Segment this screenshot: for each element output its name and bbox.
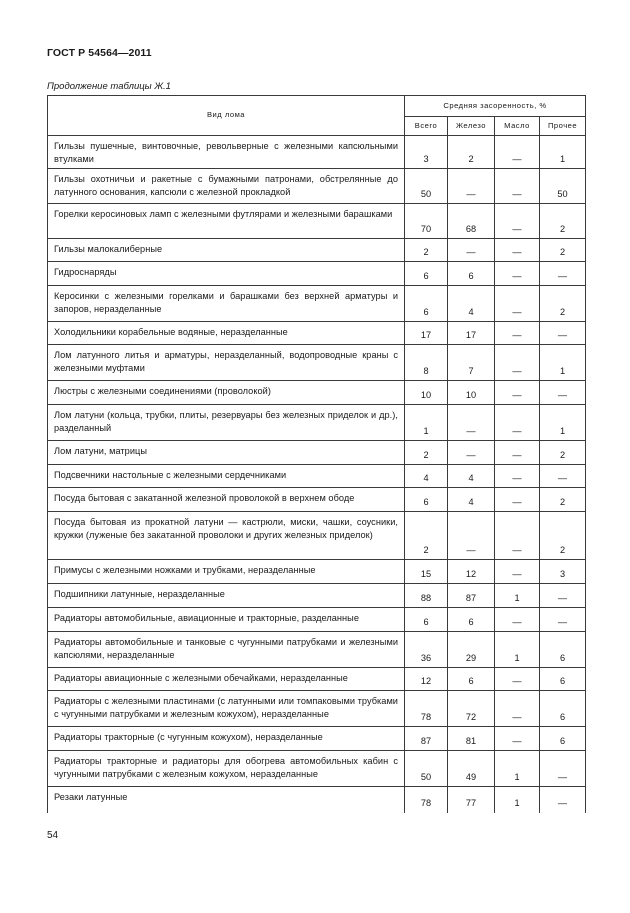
cell-other: 3 <box>540 560 586 584</box>
cell-iron: — <box>448 405 495 441</box>
table-row <box>48 691 586 727</box>
cell-total: 8 <box>405 345 448 381</box>
table-row <box>48 751 586 787</box>
cell-scrap-type: Лом латуни (кольца, трубки, плиты, резервуары без железных приделок и др.), разделанный <box>48 405 405 441</box>
cell-scrap-type: Гильзы пушечные, винтовочные, револьверные с железными капсюльными втулками <box>48 136 405 169</box>
cell-total: 17 <box>405 322 448 345</box>
cell-iron: 4 <box>448 465 495 488</box>
cell-iron: 29 <box>448 632 495 668</box>
cell-oil: — <box>495 441 540 465</box>
cell-total: 12 <box>405 668 448 691</box>
document-header: ГОСТ Р 54564—2011 <box>47 47 152 59</box>
page-number: 54 <box>47 830 59 841</box>
cell-other: 2 <box>540 239 586 262</box>
cell-other: 2 <box>540 441 586 465</box>
cell-total: 4 <box>405 465 448 488</box>
table-row <box>48 465 586 488</box>
cell-oil: — <box>495 322 540 345</box>
cell-other: — <box>540 381 586 405</box>
col-header-oil: Масло <box>495 117 540 136</box>
cell-scrap-type: Подсвечники настольные с железными сердечниками <box>48 465 405 488</box>
cell-total: 50 <box>405 751 448 787</box>
cell-scrap-type: Подшипники латунные, неразделанные <box>48 584 405 608</box>
cell-scrap-type: Лом латунного литья и арматуры, неразделанный, водопроводные краны с железными муфтами <box>48 345 405 381</box>
col-header-iron: Железо <box>448 117 495 136</box>
cell-scrap-type: Радиаторы автомобильные и танковые с чугунными патрубками и железными капсюлями, неразделанные <box>48 632 405 668</box>
cell-oil: — <box>495 262 540 286</box>
cell-iron: — <box>448 512 495 560</box>
table-row <box>48 286 586 322</box>
cell-total: 2 <box>405 441 448 465</box>
cell-oil: — <box>495 512 540 560</box>
col-header-total: Всего <box>405 117 448 136</box>
cell-iron: 81 <box>448 727 495 751</box>
table-body <box>48 136 586 813</box>
cell-total: 36 <box>405 632 448 668</box>
table-row <box>48 787 586 813</box>
cell-iron: 4 <box>448 286 495 322</box>
col-header-other: Прочее <box>540 117 586 136</box>
col-header-scrap-type: Вид лома <box>48 96 405 136</box>
cell-total: 6 <box>405 262 448 286</box>
cell-oil: 1 <box>495 751 540 787</box>
cell-total: 6 <box>405 608 448 632</box>
cell-other: 6 <box>540 691 586 727</box>
table-row <box>48 560 586 584</box>
cell-oil: — <box>495 169 540 204</box>
cell-total: 6 <box>405 286 448 322</box>
cell-total: 70 <box>405 204 448 239</box>
cell-scrap-type: Гильзы охотничьи и ракетные с бумажными патронами, обстрелянные до латунного основания, капсюли с железной прокладкой <box>48 169 405 204</box>
table-row <box>48 381 586 405</box>
cell-total: 78 <box>405 787 448 813</box>
cell-total: 2 <box>405 512 448 560</box>
table-row <box>48 204 586 239</box>
table-row <box>48 584 586 608</box>
table-row <box>48 405 586 441</box>
cell-iron: — <box>448 169 495 204</box>
cell-oil: — <box>495 204 540 239</box>
cell-oil: — <box>495 691 540 727</box>
cell-iron: 6 <box>448 668 495 691</box>
cell-iron: 2 <box>448 136 495 169</box>
table-row <box>48 727 586 751</box>
table-caption: Продолжение таблицы Ж.1 <box>47 81 171 92</box>
cell-total: 2 <box>405 239 448 262</box>
cell-scrap-type: Резаки латунные <box>48 787 405 813</box>
cell-scrap-type: Горелки керосиновых ламп с железными футлярами и железными барашками <box>48 204 405 239</box>
cell-scrap-type: Радиаторы автомобильные, авиационные и тракторные, разделанные <box>48 608 405 632</box>
cell-other: 2 <box>540 204 586 239</box>
cell-total: 15 <box>405 560 448 584</box>
cell-total: 78 <box>405 691 448 727</box>
cell-oil: 1 <box>495 584 540 608</box>
cell-oil: — <box>495 136 540 169</box>
cell-other: 2 <box>540 286 586 322</box>
cell-total: 50 <box>405 169 448 204</box>
cell-scrap-type: Люстры с железными соединениями (проволокой) <box>48 381 405 405</box>
cell-oil: 1 <box>495 787 540 813</box>
cell-other: — <box>540 751 586 787</box>
cell-total: 10 <box>405 381 448 405</box>
cell-scrap-type: Радиаторы авиационные с железными обечайками, неразделанные <box>48 668 405 691</box>
cell-iron: 6 <box>448 262 495 286</box>
table-row <box>48 136 586 169</box>
cell-iron: 6 <box>448 608 495 632</box>
cell-other: 1 <box>540 345 586 381</box>
cell-iron: 49 <box>448 751 495 787</box>
cell-other: 50 <box>540 169 586 204</box>
cell-other: — <box>540 584 586 608</box>
cell-other: — <box>540 608 586 632</box>
cell-scrap-type: Примусы с железными ножками и трубками, неразделанные <box>48 560 405 584</box>
cell-total: 3 <box>405 136 448 169</box>
table-row <box>48 512 586 560</box>
cell-iron: 10 <box>448 381 495 405</box>
cell-scrap-type: Гильзы малокалиберные <box>48 239 405 262</box>
cell-iron: 7 <box>448 345 495 381</box>
cell-iron: 68 <box>448 204 495 239</box>
cell-other: — <box>540 465 586 488</box>
cell-other: 6 <box>540 632 586 668</box>
cell-iron: — <box>448 441 495 465</box>
cell-total: 87 <box>405 727 448 751</box>
cell-total: 6 <box>405 488 448 512</box>
cell-other: — <box>540 787 586 813</box>
cell-oil: — <box>495 727 540 751</box>
table-row <box>48 345 586 381</box>
cell-other: 6 <box>540 727 586 751</box>
cell-other: 2 <box>540 512 586 560</box>
contamination-table <box>47 95 586 813</box>
cell-other: — <box>540 262 586 286</box>
cell-iron: 87 <box>448 584 495 608</box>
cell-iron: 72 <box>448 691 495 727</box>
cell-oil: — <box>495 488 540 512</box>
cell-oil: — <box>495 286 540 322</box>
cell-other: 2 <box>540 488 586 512</box>
table-row <box>48 441 586 465</box>
cell-iron: 77 <box>448 787 495 813</box>
cell-scrap-type: Керосинки с железными горелками и барашками без верхней арматуры и запоров, неразделанные <box>48 286 405 322</box>
table-row <box>48 322 586 345</box>
cell-other: 1 <box>540 405 586 441</box>
cell-oil: — <box>495 345 540 381</box>
cell-iron: 17 <box>448 322 495 345</box>
cell-oil: — <box>495 560 540 584</box>
cell-scrap-type: Радиаторы с железными пластинами (с латунными или томпаковыми трубками с чугунными патрубками и железным кожухом), неразделанные <box>48 691 405 727</box>
table-row <box>48 608 586 632</box>
cell-iron: 4 <box>448 488 495 512</box>
table-row <box>48 239 586 262</box>
table-header <box>48 96 586 136</box>
cell-scrap-type: Радиаторы тракторные (с чугунным кожухом), неразделанные <box>48 727 405 751</box>
cell-scrap-type: Гидроснаряды <box>48 262 405 286</box>
table-row <box>48 262 586 286</box>
table-row <box>48 488 586 512</box>
cell-iron: — <box>448 239 495 262</box>
cell-oil: — <box>495 239 540 262</box>
cell-oil: — <box>495 608 540 632</box>
cell-scrap-type: Радиаторы тракторные и радиаторы для обогрева автомобильных кабин с чугунными патрубками с железным кожухом, неразделанные <box>48 751 405 787</box>
cell-other: 1 <box>540 136 586 169</box>
cell-oil: — <box>495 668 540 691</box>
cell-scrap-type: Посуда бытовая с закатанной железной проволокой в верхнем ободе <box>48 488 405 512</box>
cell-oil: — <box>495 381 540 405</box>
table-row <box>48 169 586 204</box>
cell-scrap-type: Лом латуни, матрицы <box>48 441 405 465</box>
cell-total: 1 <box>405 405 448 441</box>
col-group-header-contamination: Средняя засоренность, % <box>405 96 586 117</box>
cell-iron: 12 <box>448 560 495 584</box>
cell-total: 88 <box>405 584 448 608</box>
cell-oil: — <box>495 465 540 488</box>
table-row <box>48 632 586 668</box>
cell-oil: — <box>495 405 540 441</box>
cell-scrap-type: Посуда бытовая из прокатной латуни — кастрюли, миски, чашки, соусники, кружки (луженые без закатанной проволоки и других железных приделок) <box>48 512 405 560</box>
table-row <box>48 668 586 691</box>
cell-scrap-type: Холодильники корабельные водяные, неразделанные <box>48 322 405 345</box>
cell-oil: 1 <box>495 632 540 668</box>
cell-other: 6 <box>540 668 586 691</box>
cell-other: — <box>540 322 586 345</box>
